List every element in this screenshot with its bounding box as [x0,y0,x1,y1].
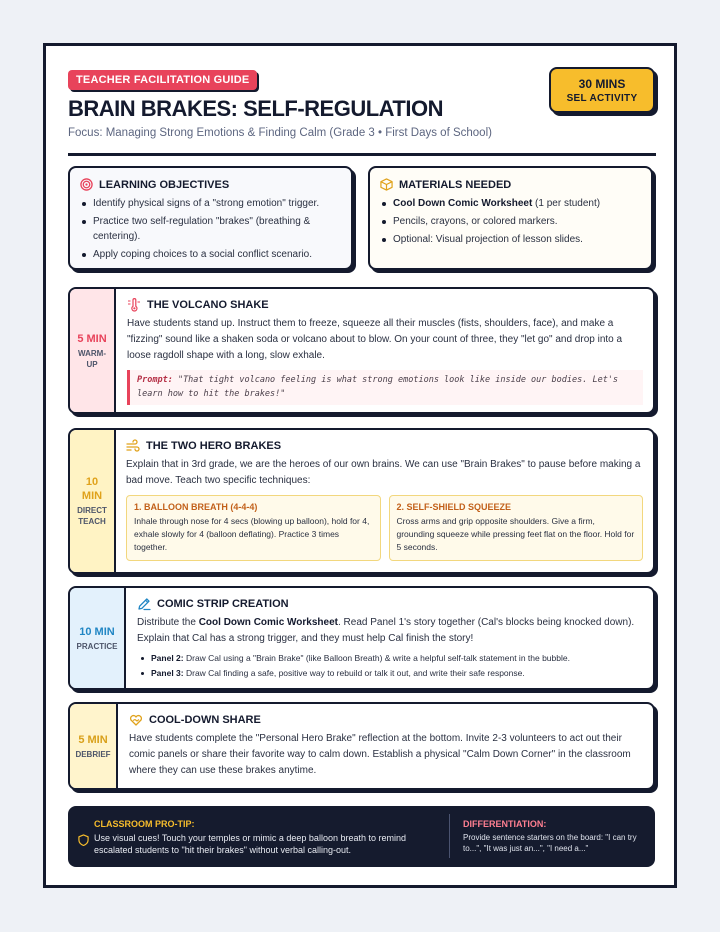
page-subtitle: Focus: Managing Strong Emotions & Finding Calm (Grade 3 • First Days of School) [68,127,492,139]
panel-item [137,651,643,666]
step-mins: 10 MIN [81,476,103,502]
step-title-text: THE TWO HERO BRAKES [146,440,282,452]
step-description [137,615,643,647]
step-time-column [70,588,126,688]
technique-card [389,495,644,561]
differentiation-title: DIFFERENTIATION: [463,819,547,829]
differentiation-text: Provide sentence starters on the board: "I can try to...", "It was just an...", "I need a..." [463,833,637,853]
step-description: Explain that in 3rd grade, we are the heroes of our own brains. We can use "Brain Brakes" to pause before making a bad move. Teach two specific techniques: [126,459,641,486]
step-warm-up [68,287,655,414]
step-description: Have students stand up. Instruct them to freeze, squeeze all their muscles (fists, shoulders, face), and make a "fizzing" sound like a shaken soda or volcano about to blow. On your count of three, they "let go" and drop into a loose ragdoll shape with a long, slow exhale. [127,318,623,361]
technique-text: Inhale through nose for 4 secs (blowing up balloon), hold for 4, exhale slowly for 4 (balloon deflating). Practice 3 times together. [134,516,370,552]
step-title-text: THE VOLCANO SHAKE [147,299,269,311]
step-phase-label: DIRECT TEACH [77,506,107,526]
technique-text: Cross arms and grip opposite shoulders. Give a firm, grounding squeeze while pressing feet flat on the floor. Hold for 5 seconds. [396,516,635,552]
panel-text: Draw Cal finding a safe, positive way to rebuild or talk it out, and write their safe response. [183,668,525,678]
step-time-column [70,430,116,572]
step-phase-label: WARM-UP [78,348,106,369]
step-title [126,439,643,453]
step-time-column [70,289,116,412]
heart-hands-icon [129,713,143,727]
step-content [129,704,643,788]
objectives-title: LEARNING OBJECTIVES [99,178,230,191]
step-title [127,298,643,312]
materials-title: MATERIALS NEEDED [399,178,512,191]
prompt-label: Prompt: [137,375,173,385]
technique-title: 2. SELF-SHIELD SQUEEZE [396,502,512,512]
step-text-part: . Read Panel 1's story together (Cal's blocks being knocked down). Explain that Cal has a strong trigger, and they must help Cal finish the story! [137,617,635,644]
objective-item: Identify physical signs of a "strong emotion" trigger. [82,196,341,211]
teacher-prompt [127,370,643,405]
step-text-part: Distribute the [137,617,199,628]
pro-tip-bar [68,806,655,867]
wind-icon [126,439,140,453]
step-mins: 5 MIN [77,332,107,345]
step-description: Have students complete the "Personal Hero Brake" reflection at the bottom. Invite 2-3 volunteers to act out their comic panels or share their favorite way to calm down. Establish a physical "Calm Down Corner" in the classroom where they can use these brakes anytime. [129,733,631,776]
step-content [126,430,643,572]
step-time-column [70,704,118,788]
materials-card [368,166,653,270]
panel-instructions [137,651,643,681]
pro-tip-text: Use visual cues! Touch your temples or mimic a deep balloon breath to remind escalated students to "hit their brakes" without verbal calling-out. [94,833,406,855]
header-divider [68,153,656,156]
technique-card [126,495,381,561]
target-icon [80,178,93,191]
material-item: Optional: Visual projection of lesson slides. [382,232,641,247]
pro-tip-title: CLASSROOM PRO-TIP: [94,819,195,829]
techniques-row [126,495,643,561]
page-title: BRAIN BRAKES: SELF-REGULATION [68,96,443,121]
step-content [127,289,643,412]
tip-divider [449,814,450,858]
step-practice [68,586,655,690]
time-badge-mins: 30 MINS [578,77,626,91]
shield-icon [78,834,89,846]
step-mins: 10 MIN [79,625,115,638]
panel-text: Draw Cal using a "Brain Brake" (like Balloon Breath) & write a helpful self-talk statement in the bubble. [183,653,570,663]
step-title [129,713,643,727]
guide-badge: TEACHER FACILITATION GUIDE [68,70,257,90]
step-direct-teach [68,428,655,574]
objective-item: Apply coping choices to a social conflict scenario. [82,247,341,262]
step-title-text: COMIC STRIP CREATION [157,598,289,610]
time-badge [549,67,655,113]
guide-page [43,43,677,888]
panel-label: Panel 2: [151,653,184,663]
materials-list [382,196,641,250]
pencil-icon [137,597,151,611]
differentiation [463,819,648,854]
objectives-card [68,166,353,270]
time-badge-label: SEL ACTIVITY [566,93,638,104]
step-phase-label: PRACTICE [76,641,118,651]
material-item-text: (1 per student) [532,198,601,209]
prompt-text: "That tight volcano feeling is what strong emotions look like inside our bodies. Let's learn how to hit the brakes!" [137,375,619,399]
objective-item: Practice two self-regulation "brakes" (breathing & centering). [82,214,341,244]
materials-header [380,178,511,191]
material-item [382,196,641,211]
step-phase-label: DEBRIEF [75,749,111,759]
panel-label: Panel 3: [151,668,184,678]
step-title-text: COOL-DOWN SHARE [149,714,261,726]
material-item: Pencils, crayons, or colored markers. [382,214,641,229]
technique-title: 1. BALLOON BREATH (4-4-4) [134,502,258,512]
step-title [137,597,643,611]
objectives-header [80,178,229,191]
step-mins: 5 MIN [78,733,108,746]
worksheet-name: Cool Down Comic Worksheet [198,617,338,628]
step-debrief [68,702,655,790]
thermometer-icon [127,298,141,312]
box-icon [380,178,393,191]
panel-item [137,666,643,681]
objectives-list [82,196,341,265]
step-content [137,588,643,688]
material-item-bold: Cool Down Comic Worksheet [393,198,533,209]
